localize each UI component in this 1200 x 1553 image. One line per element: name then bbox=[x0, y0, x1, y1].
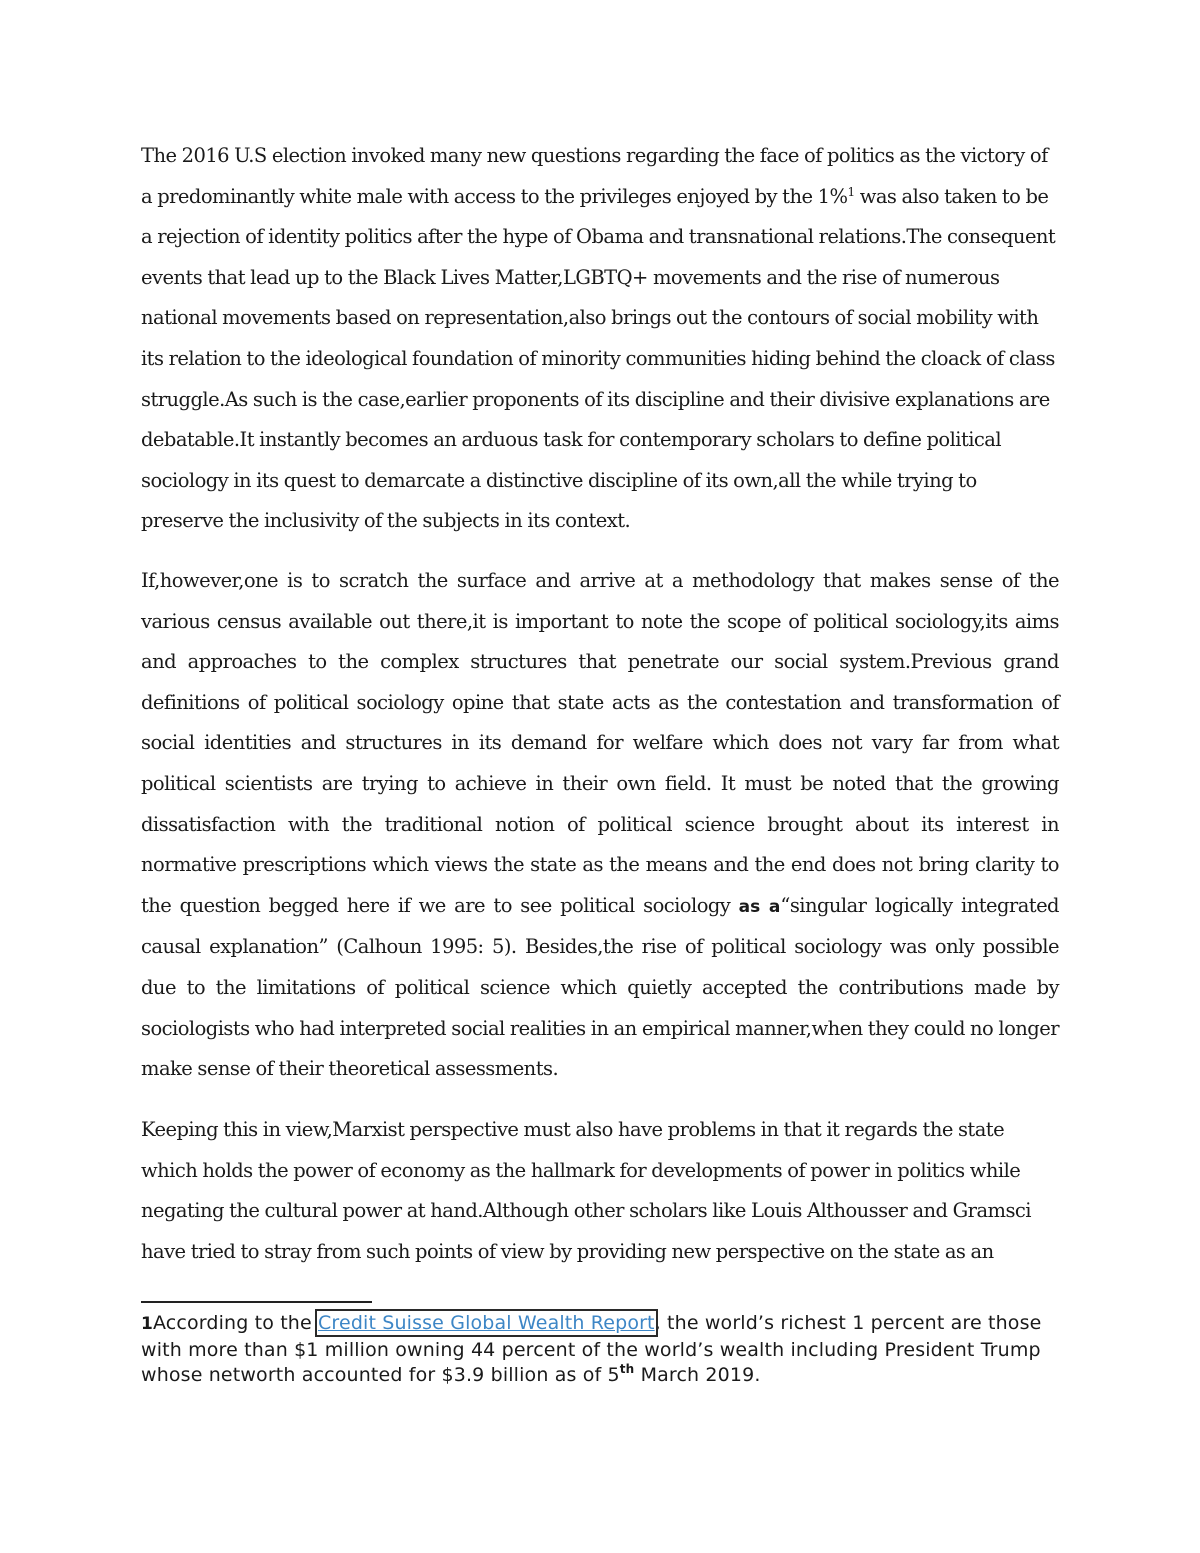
footnote-number: 1 bbox=[141, 1314, 153, 1334]
paragraph-2 bbox=[141, 561, 1059, 1090]
footnote-text-end: March 2019. bbox=[634, 1364, 761, 1386]
footnote-separator bbox=[141, 1301, 372, 1303]
paragraph-1-text-continued: was also taken to be a rejection of identity politics after the hype of Obama and transnational relations.The consequent events that lead up to the Black Lives Matter,LGBTQ+ movements and the rise of numerous national movements based on representation,also brings out the contours of social mobility with its relation to the ideological foundation of minority communities hiding behind the cloack of class struggle.As such is the case,earlier proponents of its discipline and their divisive explanations are debatable.It instantly becomes an arduous task for contemporary scholars to define political sociology in its quest to demarcate a distinctive discipline of its own,all the while trying to preserve the inclusivity of the subjects in its context. bbox=[141, 184, 1056, 533]
footnote-text-continued: , the world’s richest 1 percent are those with more than $1 million owning 44 percent of the world’s wealth including President Trump whose networth accounted for $3.9 billion as of 5 bbox=[141, 1312, 1042, 1386]
paragraph-3-text: Keeping this in view,Marxist perspective must also have problems in that it regards the state which holds the power of economy as the hallmark for developments of power in politics while negating the cultural power at hand.Although other scholars like Louis Althousser and Gramsci have tried to stray from such points of view by providing new perspective on the state as an bbox=[141, 1118, 1031, 1263]
footnote bbox=[141, 1311, 1059, 1389]
paragraph-2-bold-run: as a bbox=[738, 896, 781, 917]
paragraph-2-text: If,however,one is to scratch the surface and arrive at a methodology that makes sense of the various census available out there,it is important to note the scope of political sociology,its aims and approaches to the complex structures that penetrate our social system.Previous grand definitions of political sociology opine that state acts as the contestation and transformation of social identities and structures in its demand for welfare which does not vary far from what political scientists are trying to achieve in their own field. It must be noted that the growing dissatisfaction with the traditional notion of political science brought about its interest in normative prescriptions which views the state as the means and the end does not bring clarity to the question begged here if we are to see political sociology bbox=[141, 569, 1059, 917]
credit-suisse-report-link[interactable]: Credit Suisse Global Wealth Report bbox=[318, 1312, 655, 1334]
paragraph-1-text: The 2016 U.S election invoked many new questions regarding the face of politics as the victory of a predominantly white male with access to the privileges enjoyed by the 1% bbox=[141, 144, 1048, 208]
footnote-text: According to the bbox=[152, 1312, 319, 1334]
paragraph-1 bbox=[141, 136, 1059, 542]
footnote-ordinal-suffix: th bbox=[619, 1362, 635, 1376]
paragraph-3 bbox=[141, 1110, 1059, 1272]
footnote-reference[interactable]: 1 bbox=[847, 184, 855, 199]
paragraph-2-text-continued: “singular logically integrated causal explanation” (Calhoun 1995: 5). Besides,the rise of political sociology was only possible due to the limitations of political science which quietly accepted the contributions made by sociologists who had interpreted social realities in an empirical manner,when they could no longer make sense of their theoretical assessments. bbox=[141, 893, 1059, 1081]
